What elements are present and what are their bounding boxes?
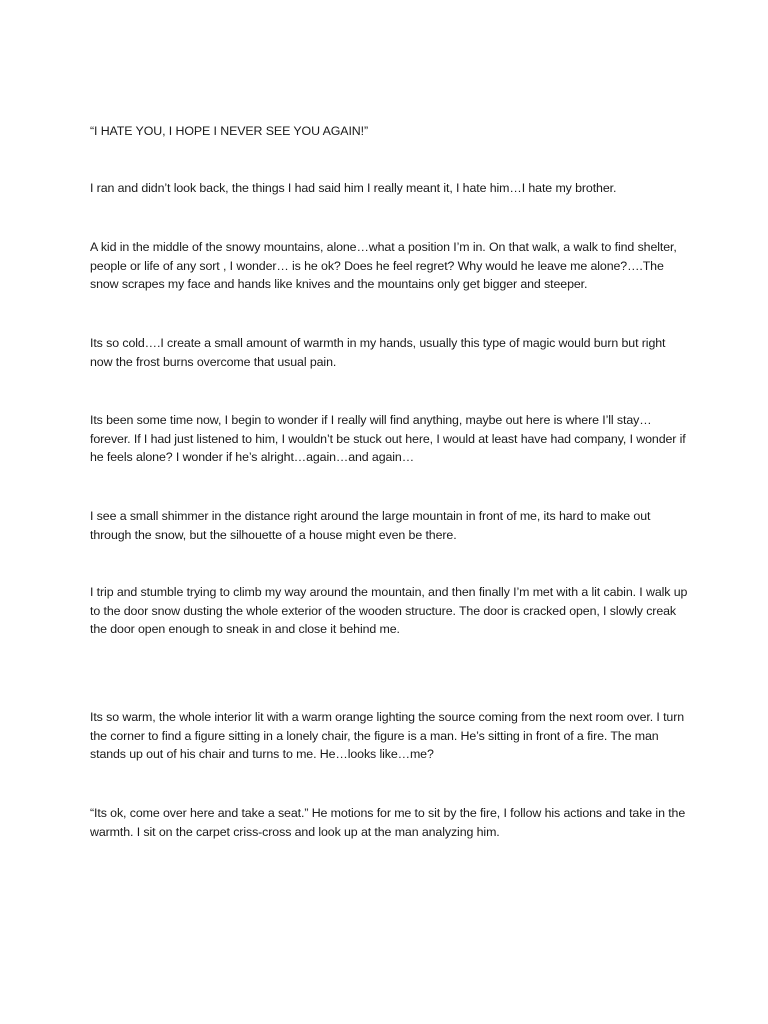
paragraph-2: I ran and didn’t look back, the things I had said him I really meant it, I hate him…I hate my brother.	[90, 181, 617, 195]
paragraph-4: Its so cold….I create a small amount of warmth in my hands, usually this type of magic would burn but right now the frost burns overcome that usual pain.	[90, 336, 666, 369]
paragraph-3: A kid in the middle of the snowy mountains, alone…what a position I’m in. On that walk, a walk to find shelter, people or life of any sort , I wonder… is he ok? Does he feel regret? Why would he leave me alone?….The snow scrapes my face and hands like knives and the mountains only get bigger and steeper.	[90, 240, 677, 292]
paragraph-7: I trip and stumble trying to climb my way around the mountain, and then finally I’m met with a lit cabin. I walk up to the door snow dusting the whole exterior of the wooden structure. The door is cracked open, I slowly creak the door open enough to sneak in and close it behind me.	[90, 585, 688, 637]
paragraph-9: “Its ok, come over here and take a seat.” He motions for me to sit by the fire, I follow his actions and take in the warmth. I sit on the carpet criss-cross and look up at the man analyzing him.	[90, 806, 686, 839]
paragraph-1: “I HATE YOU, I HOPE I NEVER SEE YOU AGAIN!”	[90, 124, 368, 138]
paragraph-6: I see a small shimmer in the distance right around the large mountain in front of me, its hard to make out through the snow, but the silhouette of a house might even be there.	[90, 509, 651, 542]
paragraph-5: Its been some time now, I begin to wonder if I really will find anything, maybe out here is where I’ll stay… forever. If I had just listened to him, I wouldn’t be stuck out here, I would at least have had company, I wonder if he feels alone? I wonder if he’s alright…again…and again…	[90, 413, 686, 465]
paragraph-8: Its so warm, the whole interior lit with a warm orange lighting the source coming from the next room over. I turn the corner to find a figure sitting in a lonely chair, the figure is a man. He’s sitting in front of a fire. The man stands up out of his chair and turns to me. He…looks like…me?	[90, 710, 685, 762]
